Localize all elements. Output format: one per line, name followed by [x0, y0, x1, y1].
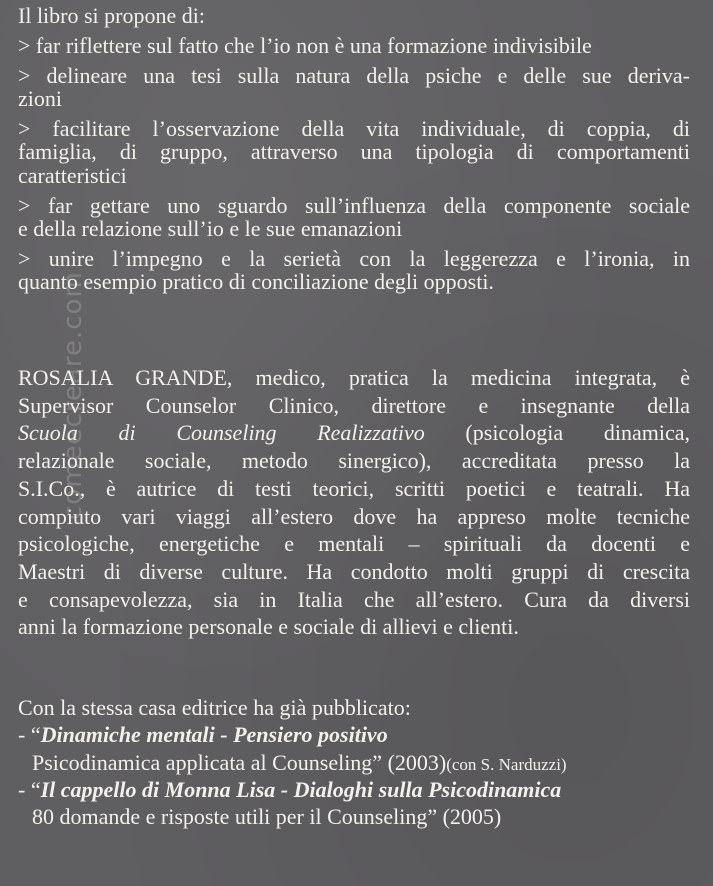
book-2-subtitle: 80 domande e risposte utili per il Counseling” (2005): [32, 804, 502, 830]
book-1-subtitle-line: [18, 749, 690, 776]
intro-item-3-line-2: famiglia, di gruppo, attraverso una tipologia di comportamenti: [18, 139, 690, 165]
bio-line-10: anni la formazione personale e sociale di allievi e clienti.: [18, 614, 519, 640]
bio-line-9: e consapevolezza, sia in Italia che all’estero. Cura da diversi: [18, 586, 690, 612]
bio-line-6: compiuto vari viaggi all’estero dove ha appreso molte tecniche: [18, 503, 690, 529]
book-1-title: Dinamiche mentali - Pensiero positivo: [40, 722, 388, 748]
bio-line-4: relazionale sociale, metodo sinergico), accreditata presso la: [18, 448, 690, 474]
intro-heading: Il libro si propone di:: [18, 3, 205, 28]
intro-item-1: > far riflettere sul fatto che l’io non è una formazione indivisibile: [18, 33, 592, 59]
book-1-prefix: - “: [18, 722, 41, 748]
intro-item-3-line-1: > facilitare l’osservazione della vita individuale, di coppia, di: [18, 116, 690, 142]
intro-item-5-line-2: quanto esempio pratico di conciliazione degli opposti.: [18, 268, 494, 294]
book-2-title: Il cappello di Monna Lisa - Dialoghi sulla Psicodinamica: [40, 776, 562, 802]
book-2-title-line: [18, 776, 690, 803]
intro-item-3-line-3: caratteristici: [18, 162, 127, 188]
intro-item-2-line-1: > delineare una tesi sulla natura della psiche e delle sue deriva-: [18, 63, 690, 89]
author-bio-section: [18, 364, 690, 641]
book-1-title-line: [18, 721, 690, 748]
school-name: Scuola di Counseling Realizzativo: [18, 420, 425, 446]
book-1-subtitle: Psicodinamica applicata al Counseling” (2003): [32, 749, 447, 775]
book-1-coauthor-note: (con S. Narduzzi): [446, 754, 567, 774]
bio-line-2: Supervisor Counselor Clinico, direttore e insegnante della: [18, 392, 690, 418]
bio-line-3-rest: (psicologia dinamica,: [424, 420, 690, 446]
bio-line-1: ROSALIA GRANDE, medico, pratica la medicina integrata, è: [18, 365, 690, 390]
intro-section: [18, 4, 690, 293]
publications-heading: Con la stessa casa editrice ha già pubblicato:: [18, 695, 411, 720]
publications-section: [18, 694, 690, 830]
intro-item-4-line-1: > far gettare uno sguardo sull’influenza della componente sociale: [18, 192, 690, 218]
bio-line-8: Maestri di diverse culture. Ha condotto molti gruppi di crescita: [18, 559, 690, 585]
book-2-prefix: - “: [18, 776, 41, 802]
intro-item-4-line-2: e della relazione sull’io e le sue emanazioni: [18, 215, 403, 241]
bio-line-5: S.I.Co., è autrice di testi teorici, scritti poetici e teatrali. Ha: [18, 475, 690, 501]
intro-item-5-line-1: > unire l’impegno e la serietà con la leggerezza e l’ironia, in: [18, 245, 690, 271]
bio-line-3: [18, 419, 690, 447]
bio-line-7: psicologiche, energetiche e mentali – spirituali da docenti e: [18, 531, 690, 557]
intro-item-2-line-2: zioni: [18, 86, 62, 112]
watermark-text: comeecreare.com: [58, 271, 88, 520]
